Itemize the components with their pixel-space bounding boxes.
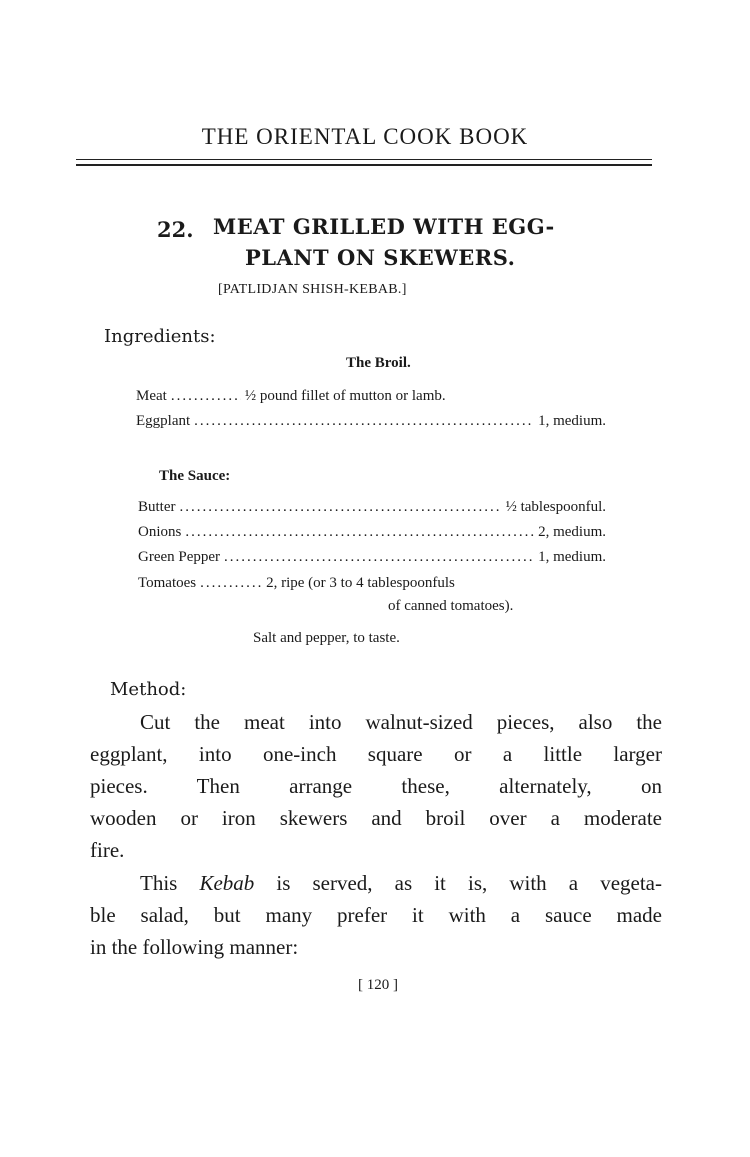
ingredient-amount: ½ pound fillet of mutton or lamb. xyxy=(244,388,446,404)
ingredient-name: Meat xyxy=(136,388,167,404)
page-number: [ 120 ] xyxy=(358,977,398,993)
ingredient-amount: 1, medium. xyxy=(538,549,606,565)
ingredient-name: Tomatoes xyxy=(138,575,197,591)
paragraph-line: Cut the meat into walnut-sized pieces, also the xyxy=(140,710,662,734)
recipe-title-line-2: PLANT ON SKEWERS. xyxy=(245,245,516,270)
ingredient-row xyxy=(138,549,606,566)
leader-dots xyxy=(200,575,262,592)
ingredient-amount: 2, medium. xyxy=(538,524,606,540)
ingredient-name: Eggplant xyxy=(136,413,191,429)
leader-dots xyxy=(185,524,534,541)
seasoning-line: Salt and pepper, to taste. xyxy=(253,630,400,646)
leader-dots xyxy=(180,499,502,516)
leader-dots xyxy=(171,388,241,405)
ingredient-row xyxy=(138,524,606,541)
paragraph-text: This xyxy=(140,871,200,895)
paragraph-line: eggplant, into one-inch square or a little larger xyxy=(90,742,662,766)
header-rule-thin xyxy=(76,159,652,160)
leader-dots xyxy=(224,549,534,566)
method-paragraph-1 xyxy=(90,706,662,866)
ingredient-row xyxy=(136,388,606,405)
ingredient-name: Green Pepper xyxy=(138,549,221,565)
kebab-emphasis: Kebab xyxy=(199,871,255,895)
method-paragraph-2 xyxy=(90,867,662,963)
ingredient-name: Onions xyxy=(138,524,182,540)
paragraph-line: wooden or iron skewers and broil over a moderate xyxy=(90,806,662,830)
recipe-subtitle: [PATLIDJAN SHISH-KEBAB.] xyxy=(218,282,407,297)
ingredient-amount: 1, medium. xyxy=(538,413,606,429)
ingredient-amount: 2, ripe (or 3 to 4 tablespoonfuls xyxy=(266,575,455,591)
recipe-number: 22. xyxy=(157,217,194,242)
paragraph-text: is served, as it is, with a vegeta- xyxy=(254,871,662,895)
method-label: Method: xyxy=(110,679,187,700)
ingredient-row xyxy=(138,499,606,516)
paragraph-line: ble salad, but many prefer it with a sauce made xyxy=(90,903,662,927)
ingredient-row xyxy=(136,413,606,430)
leader-dots xyxy=(194,413,534,430)
broil-heading: The Broil. xyxy=(346,355,411,371)
sauce-heading: The Sauce: xyxy=(159,468,231,484)
recipe-title-line-1: MEAT GRILLED WITH EGG- xyxy=(213,214,555,239)
paragraph-line: in the following manner: xyxy=(90,935,299,959)
tomatoes-continuation: of canned tomatoes). xyxy=(388,598,514,614)
running-title: THE ORIENTAL COOK BOOK xyxy=(201,124,529,149)
ingredients-label: Ingredients: xyxy=(104,326,216,347)
header-rule-thick xyxy=(76,164,652,166)
ingredient-name: Butter xyxy=(138,499,176,515)
paragraph-line: fire. xyxy=(90,838,125,862)
ingredient-amount: ½ tablespoonful. xyxy=(505,499,606,515)
paragraph-line xyxy=(90,867,662,899)
ingredient-row xyxy=(138,575,606,592)
paragraph-line: pieces. Then arrange these, alternately, on xyxy=(90,774,662,798)
